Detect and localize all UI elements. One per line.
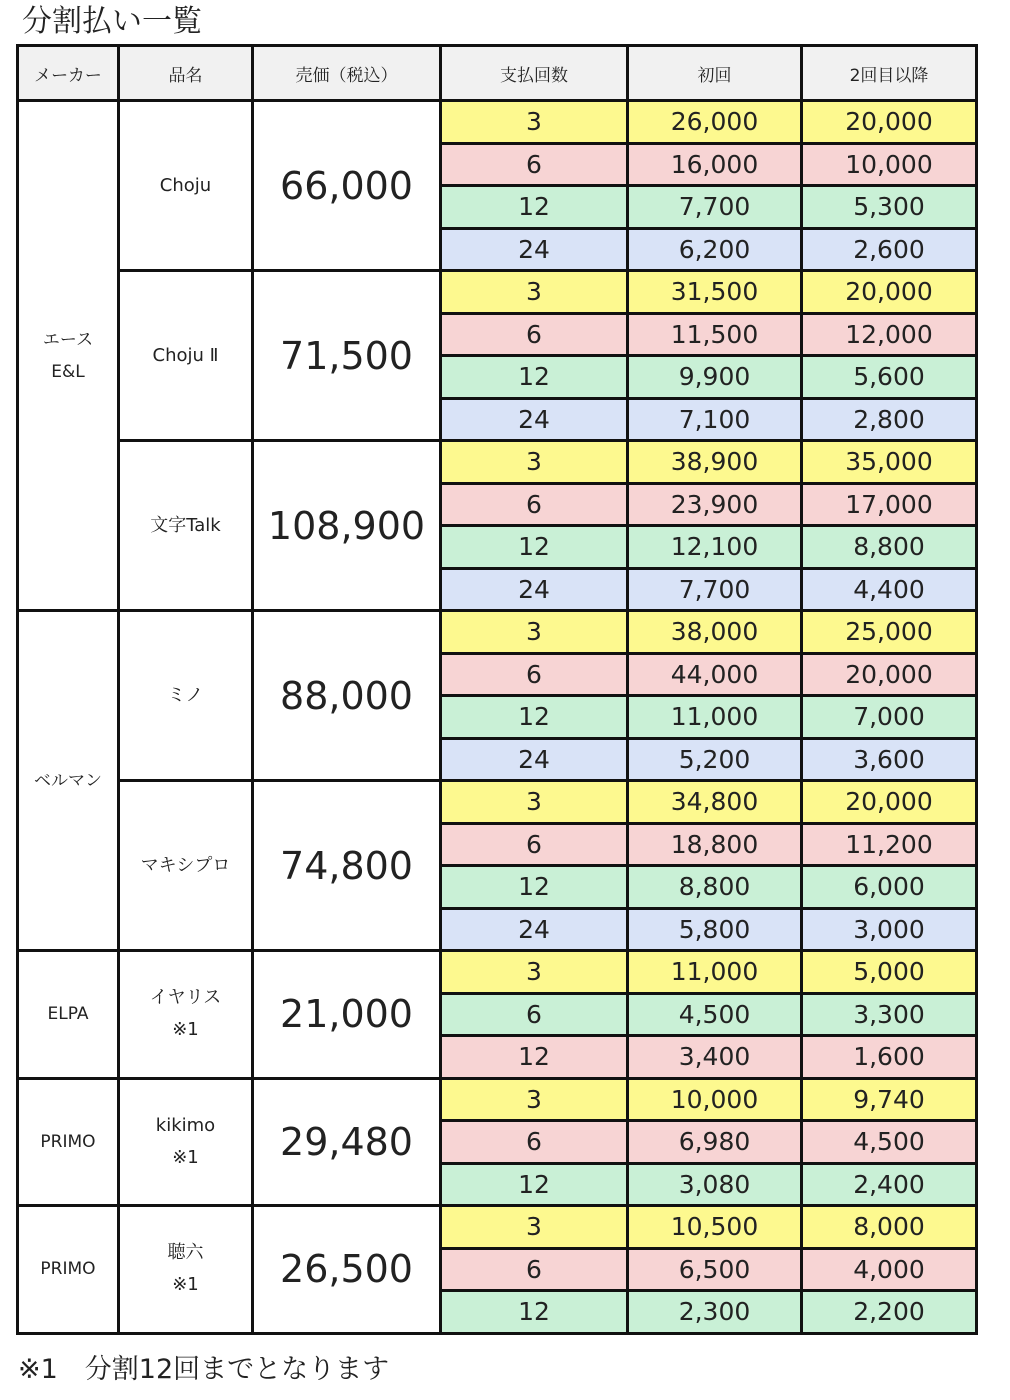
price-cell: 21,000 — [253, 951, 441, 1079]
subsequent-payment-cell: 12,000 — [802, 313, 977, 356]
installment-count-cell: 6 — [441, 143, 628, 186]
subsequent-payment-cell: 5,000 — [802, 951, 977, 994]
first-payment-cell: 11,000 — [628, 951, 802, 994]
subsequent-payment-cell: 8,000 — [802, 1206, 977, 1249]
installment-count-cell: 3 — [441, 781, 628, 824]
table-row — [18, 611, 977, 654]
installment-count-cell: 3 — [441, 1206, 628, 1249]
product-cell — [119, 951, 253, 1079]
installment-count-cell: 6 — [441, 1248, 628, 1291]
subsequent-payment-cell: 20,000 — [802, 653, 977, 696]
installment-count-cell: 24 — [441, 228, 628, 271]
subsequent-payment-cell: 35,000 — [802, 441, 977, 484]
product-name: マキシプロ — [140, 854, 231, 876]
table-body — [18, 101, 977, 1334]
first-payment-cell: 38,000 — [628, 611, 802, 654]
price-cell: 26,500 — [253, 1206, 441, 1334]
subsequent-payment-cell: 6,000 — [802, 866, 977, 909]
product-cell — [119, 101, 253, 271]
header-first-payment: 初回 — [628, 46, 802, 101]
subsequent-payment-cell: 3,600 — [802, 738, 977, 781]
first-payment-cell: 10,000 — [628, 1078, 802, 1121]
product-name: ※1 — [172, 1146, 199, 1168]
table-row — [18, 441, 977, 484]
maker-cell — [18, 951, 119, 1079]
product-name: ※1 — [172, 1019, 199, 1041]
header-installments: 支払回数 — [441, 46, 628, 101]
installment-count-cell: 24 — [441, 398, 628, 441]
subsequent-payment-cell: 2,600 — [802, 228, 977, 271]
product-name: ※1 — [172, 1274, 199, 1296]
maker-cell — [18, 1206, 119, 1334]
installment-count-cell: 6 — [441, 993, 628, 1036]
installment-count-cell: 3 — [441, 1078, 628, 1121]
subsequent-payment-cell: 20,000 — [802, 781, 977, 824]
first-payment-cell: 6,500 — [628, 1248, 802, 1291]
header-maker: メーカー — [18, 46, 119, 101]
first-payment-cell: 2,300 — [628, 1291, 802, 1334]
installment-count-cell: 6 — [441, 483, 628, 526]
installment-count-cell: 12 — [441, 1291, 628, 1334]
installment-count-cell: 12 — [441, 526, 628, 569]
first-payment-cell: 9,900 — [628, 356, 802, 399]
subsequent-payment-cell: 10,000 — [802, 143, 977, 186]
installment-count-cell: 12 — [441, 866, 628, 909]
table-row — [18, 781, 977, 824]
product-name: ミノ — [167, 684, 204, 706]
maker-cell — [18, 1078, 119, 1206]
maker-name: PRIMO — [40, 1131, 96, 1152]
subsequent-payment-cell: 1,600 — [802, 1036, 977, 1079]
installment-table — [16, 44, 978, 1335]
product-cell — [119, 781, 253, 951]
installment-count-cell: 12 — [441, 186, 628, 229]
price-cell: 108,900 — [253, 441, 441, 611]
installment-count-cell: 12 — [441, 356, 628, 399]
first-payment-cell: 6,200 — [628, 228, 802, 271]
product-cell — [119, 1078, 253, 1206]
subsequent-payment-cell: 17,000 — [802, 483, 977, 526]
price-cell: 29,480 — [253, 1078, 441, 1206]
subsequent-payment-cell: 20,000 — [802, 271, 977, 314]
subsequent-payment-cell: 2,400 — [802, 1163, 977, 1206]
table-row — [18, 271, 977, 314]
installment-count-cell: 12 — [441, 696, 628, 739]
maker-name: ELPA — [47, 1004, 89, 1025]
header-product: 品名 — [119, 46, 253, 101]
first-payment-cell: 3,400 — [628, 1036, 802, 1079]
installment-count-cell: 6 — [441, 1121, 628, 1164]
first-payment-cell: 7,100 — [628, 398, 802, 441]
subsequent-payment-cell: 20,000 — [802, 101, 977, 144]
product-name: Choju Ⅱ — [152, 344, 219, 366]
product-name: kikimo — [155, 1114, 216, 1136]
product-cell — [119, 441, 253, 611]
first-payment-cell: 6,980 — [628, 1121, 802, 1164]
table-row — [18, 1206, 977, 1249]
price-cell: 88,000 — [253, 611, 441, 781]
first-payment-cell: 11,500 — [628, 313, 802, 356]
subsequent-payment-cell: 5,600 — [802, 356, 977, 399]
maker-name: PRIMO — [40, 1259, 96, 1280]
maker-cell — [18, 611, 119, 951]
product-cell — [119, 611, 253, 781]
product-name: イヤリス — [149, 987, 222, 1009]
subsequent-payment-cell: 5,300 — [802, 186, 977, 229]
subsequent-payment-cell: 3,300 — [802, 993, 977, 1036]
subsequent-payment-cell: 4,400 — [802, 568, 977, 611]
first-payment-cell: 16,000 — [628, 143, 802, 186]
installment-count-cell: 3 — [441, 101, 628, 144]
installment-count-cell: 24 — [441, 908, 628, 951]
first-payment-cell: 7,700 — [628, 568, 802, 611]
subsequent-payment-cell: 2,200 — [802, 1291, 977, 1334]
installment-count-cell: 6 — [441, 313, 628, 356]
table-row — [18, 951, 977, 994]
first-payment-cell: 4,500 — [628, 993, 802, 1036]
header-price: 売価（税込） — [253, 46, 441, 101]
first-payment-cell: 31,500 — [628, 271, 802, 314]
subsequent-payment-cell: 4,000 — [802, 1248, 977, 1291]
installment-count-cell: 3 — [441, 951, 628, 994]
price-cell: 66,000 — [253, 101, 441, 271]
subsequent-payment-cell: 25,000 — [802, 611, 977, 654]
installment-count-cell: 6 — [441, 653, 628, 696]
price-cell: 71,500 — [253, 271, 441, 441]
first-payment-cell: 23,900 — [628, 483, 802, 526]
price-cell: 74,800 — [253, 781, 441, 951]
maker-name: ベルマン — [34, 770, 102, 791]
subsequent-payment-cell: 9,740 — [802, 1078, 977, 1121]
subsequent-payment-cell: 4,500 — [802, 1121, 977, 1164]
product-name: 聴六 — [167, 1242, 204, 1264]
maker-name: E&L — [51, 361, 85, 382]
subsequent-payment-cell: 3,000 — [802, 908, 977, 951]
installment-count-cell: 3 — [441, 441, 628, 484]
installment-count-cell: 12 — [441, 1163, 628, 1206]
first-payment-cell: 5,200 — [628, 738, 802, 781]
subsequent-payment-cell: 11,200 — [802, 823, 977, 866]
installment-count-cell: 24 — [441, 738, 628, 781]
product-name: Choju — [159, 174, 212, 196]
product-cell — [119, 1206, 253, 1334]
product-cell — [119, 271, 253, 441]
first-payment-cell: 3,080 — [628, 1163, 802, 1206]
first-payment-cell: 26,000 — [628, 101, 802, 144]
header-row — [18, 46, 977, 101]
header-subsequent-payment: 2回目以降 — [802, 46, 977, 101]
first-payment-cell: 34,800 — [628, 781, 802, 824]
subsequent-payment-cell: 2,800 — [802, 398, 977, 441]
product-name: 文字Talk — [150, 514, 221, 536]
first-payment-cell: 11,000 — [628, 696, 802, 739]
table-row — [18, 101, 977, 144]
page-title: 分割払い一覧 — [22, 4, 202, 39]
subsequent-payment-cell: 8,800 — [802, 526, 977, 569]
first-payment-cell: 5,800 — [628, 908, 802, 951]
installment-count-cell: 3 — [441, 611, 628, 654]
first-payment-cell: 7,700 — [628, 186, 802, 229]
footnote: ※1 分割12回までとなります — [18, 1354, 390, 1385]
maker-cell — [18, 101, 119, 611]
first-payment-cell: 18,800 — [628, 823, 802, 866]
installment-count-cell: 24 — [441, 568, 628, 611]
installment-count-cell: 3 — [441, 271, 628, 314]
first-payment-cell: 44,000 — [628, 653, 802, 696]
first-payment-cell: 38,900 — [628, 441, 802, 484]
installment-count-cell: 6 — [441, 823, 628, 866]
first-payment-cell: 10,500 — [628, 1206, 802, 1249]
installment-count-cell: 12 — [441, 1036, 628, 1079]
subsequent-payment-cell: 7,000 — [802, 696, 977, 739]
maker-name: エース — [42, 329, 94, 350]
first-payment-cell: 8,800 — [628, 866, 802, 909]
first-payment-cell: 12,100 — [628, 526, 802, 569]
table-row — [18, 1078, 977, 1121]
